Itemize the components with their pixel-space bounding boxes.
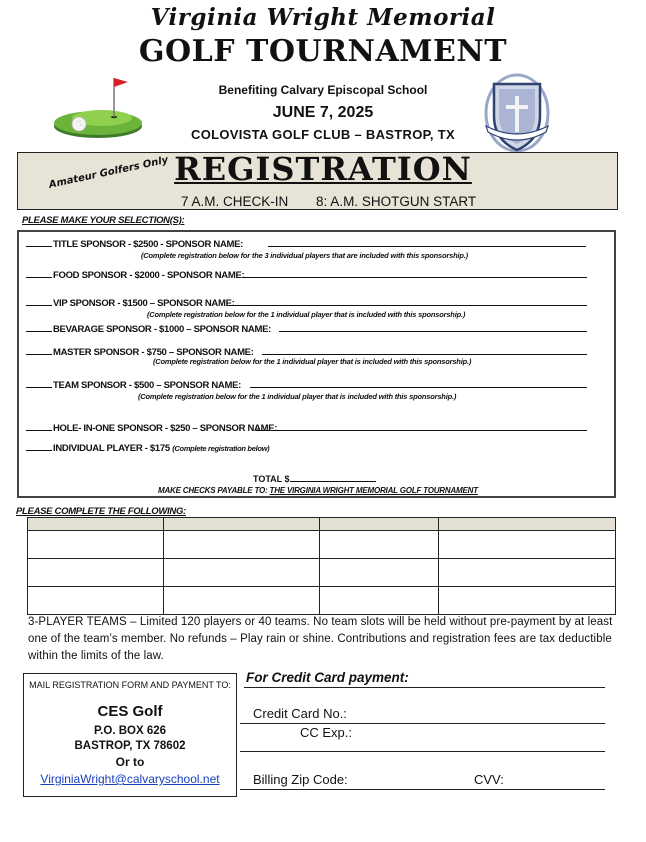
school-crest-icon [482,72,552,159]
table-row [28,587,616,615]
selection-title-sponsor[interactable]: TITLE SPONSOR - $2500 - SPONSOR NAME: [26,237,243,250]
selection-individual-player[interactable]: INDIVIDUAL PLAYER - $175 (Complete registration below) [26,441,269,454]
selection-note: (Complete registration below for the 1 individual player that is included with this sponsorship.) [138,392,457,401]
checkin-time: 7 A.M. CHECK-IN [181,194,289,209]
grid-header-row [28,518,616,531]
grid-cell[interactable] [164,559,320,587]
event-venue: COLOVISTA GOLF CLUB – BASTROP, TX [191,127,455,142]
payable-note: MAKE CHECKS PAYABLE TO: THE VIRGINIA WRIGHT MEMORIAL GOLF TOURNAMENT [158,486,478,495]
grid-cell[interactable] [28,559,164,587]
mail-label: MAIL REGISTRATION FORM AND PAYMENT TO: [29,680,231,690]
email-link[interactable]: VirginiaWright@calvaryschool.net [40,772,220,786]
grid-cell [164,518,320,531]
grid-cell[interactable] [439,559,616,587]
player-grid [27,517,616,615]
benefiting-line: Benefiting Calvary Episcopal School [218,83,428,97]
start-times [181,194,500,209]
total-line[interactable] [290,473,376,482]
memorial-title: Virginia Wright Memorial [150,4,496,31]
mail-or: Or to [115,755,145,769]
selection-hole-in-one-sponsor[interactable]: HOLE- IN-ONE SPONSOR - $250 – SPONSOR NAME: [26,421,277,434]
teams-info: 3-PLAYER TEAMS – Limited 120 players or 40 teams. No team slots will be held without pre-payment by at least one of the team’s member. No refunds – Play rain or shine. Contributions and registration fees are tax deductible within the limits of the law. [28,616,613,662]
checkbox-line[interactable] [26,237,52,247]
grid-cell[interactable] [164,531,320,559]
selection-food-sponsor[interactable]: FOOD SPONSOR - $2000 - SPONSOR NAME: [26,268,244,281]
sponsor-name-field[interactable] [250,386,587,388]
grid-cell [320,518,439,531]
selection-note: (Complete registration below for the 3 individual players that are included with this sponsorship.) [141,251,468,260]
grid-cell [28,518,164,531]
total-field[interactable]: TOTAL $ [253,473,376,484]
selection-vip-sponsor[interactable]: VIP SPONSOR - $1500 – SPONSOR NAME: [26,296,235,309]
credit-card-title: For Credit Card payment: [246,670,409,685]
complete-heading: PLEASE COMPLETE THE FOLLOWING: [16,506,186,517]
checkbox-line[interactable] [26,296,52,306]
mail-box [23,673,237,797]
golf-green-icon [52,74,148,147]
checkbox-line[interactable] [26,345,52,355]
table-row [28,559,616,587]
card-exp-field[interactable] [240,750,605,752]
checkbox-line[interactable] [26,322,52,332]
grid-cell[interactable] [320,559,439,587]
billing-zip-label: Billing Zip Code: [253,772,348,787]
grid-cell[interactable] [28,587,164,615]
grid-cell[interactable] [164,587,320,615]
selection-team-sponsor[interactable]: TEAM SPONSOR - $500 – SPONSOR NAME: [26,378,241,391]
grid-cell [439,518,616,531]
sponsor-name-field[interactable] [242,276,587,278]
amateur-note: Amateur Golfers Only [48,154,170,191]
grid-cell[interactable] [320,531,439,559]
selection-beverage-sponsor[interactable]: BEVARAGE SPONSOR - $1000 – SPONSOR NAME: [26,322,271,335]
grid-cell[interactable] [439,531,616,559]
event-date: JUNE 7, 2025 [272,104,374,121]
tournament-title: GOLF TOURNAMENT [138,34,508,69]
selection-note: (Complete registration below for the 1 individual player that is included with this sponsorship.) [147,310,466,319]
mail-city: BASTROP, TX 78602 [74,740,186,752]
sponsor-name-field[interactable] [268,245,586,247]
selection-heading: PLEASE MAKE YOUR SELECTION(S): [22,215,185,226]
checkbox-line[interactable] [26,378,52,388]
grid-cell[interactable] [439,587,616,615]
sponsor-name-field[interactable] [256,429,587,431]
checkbox-line[interactable] [26,421,52,431]
grid-cell[interactable] [320,587,439,615]
mail-po-box: P.O. BOX 626 [93,725,167,737]
shotgun-time: 8: A.M. SHOTGUN START [316,194,477,209]
table-row [28,531,616,559]
selection-note: (Complete registration below for the 1 individual player that is included with this sponsorship.) [153,357,472,366]
mail-name: CES Golf [97,703,163,720]
selection-master-sponsor[interactable]: MASTER SPONSOR - $750 – SPONSOR NAME: [26,345,254,358]
checkbox-line[interactable] [26,441,52,451]
card-number-label: Credit Card No.: [253,706,347,721]
grid-cell[interactable] [28,531,164,559]
card-number-field[interactable] [240,722,605,724]
selection-note: (Complete registration below) [172,444,270,453]
sponsor-name-field[interactable] [262,353,587,355]
cvv-label: CVV: [474,772,504,787]
sponsor-name-field[interactable] [279,330,587,332]
zip-cvv-field[interactable] [240,788,605,790]
sponsor-name-field[interactable] [230,304,587,306]
card-exp-label: CC Exp.: [300,725,353,740]
checkbox-line[interactable] [26,268,52,278]
registration-title: REGISTRATION [174,150,472,188]
title-underline [244,686,605,688]
